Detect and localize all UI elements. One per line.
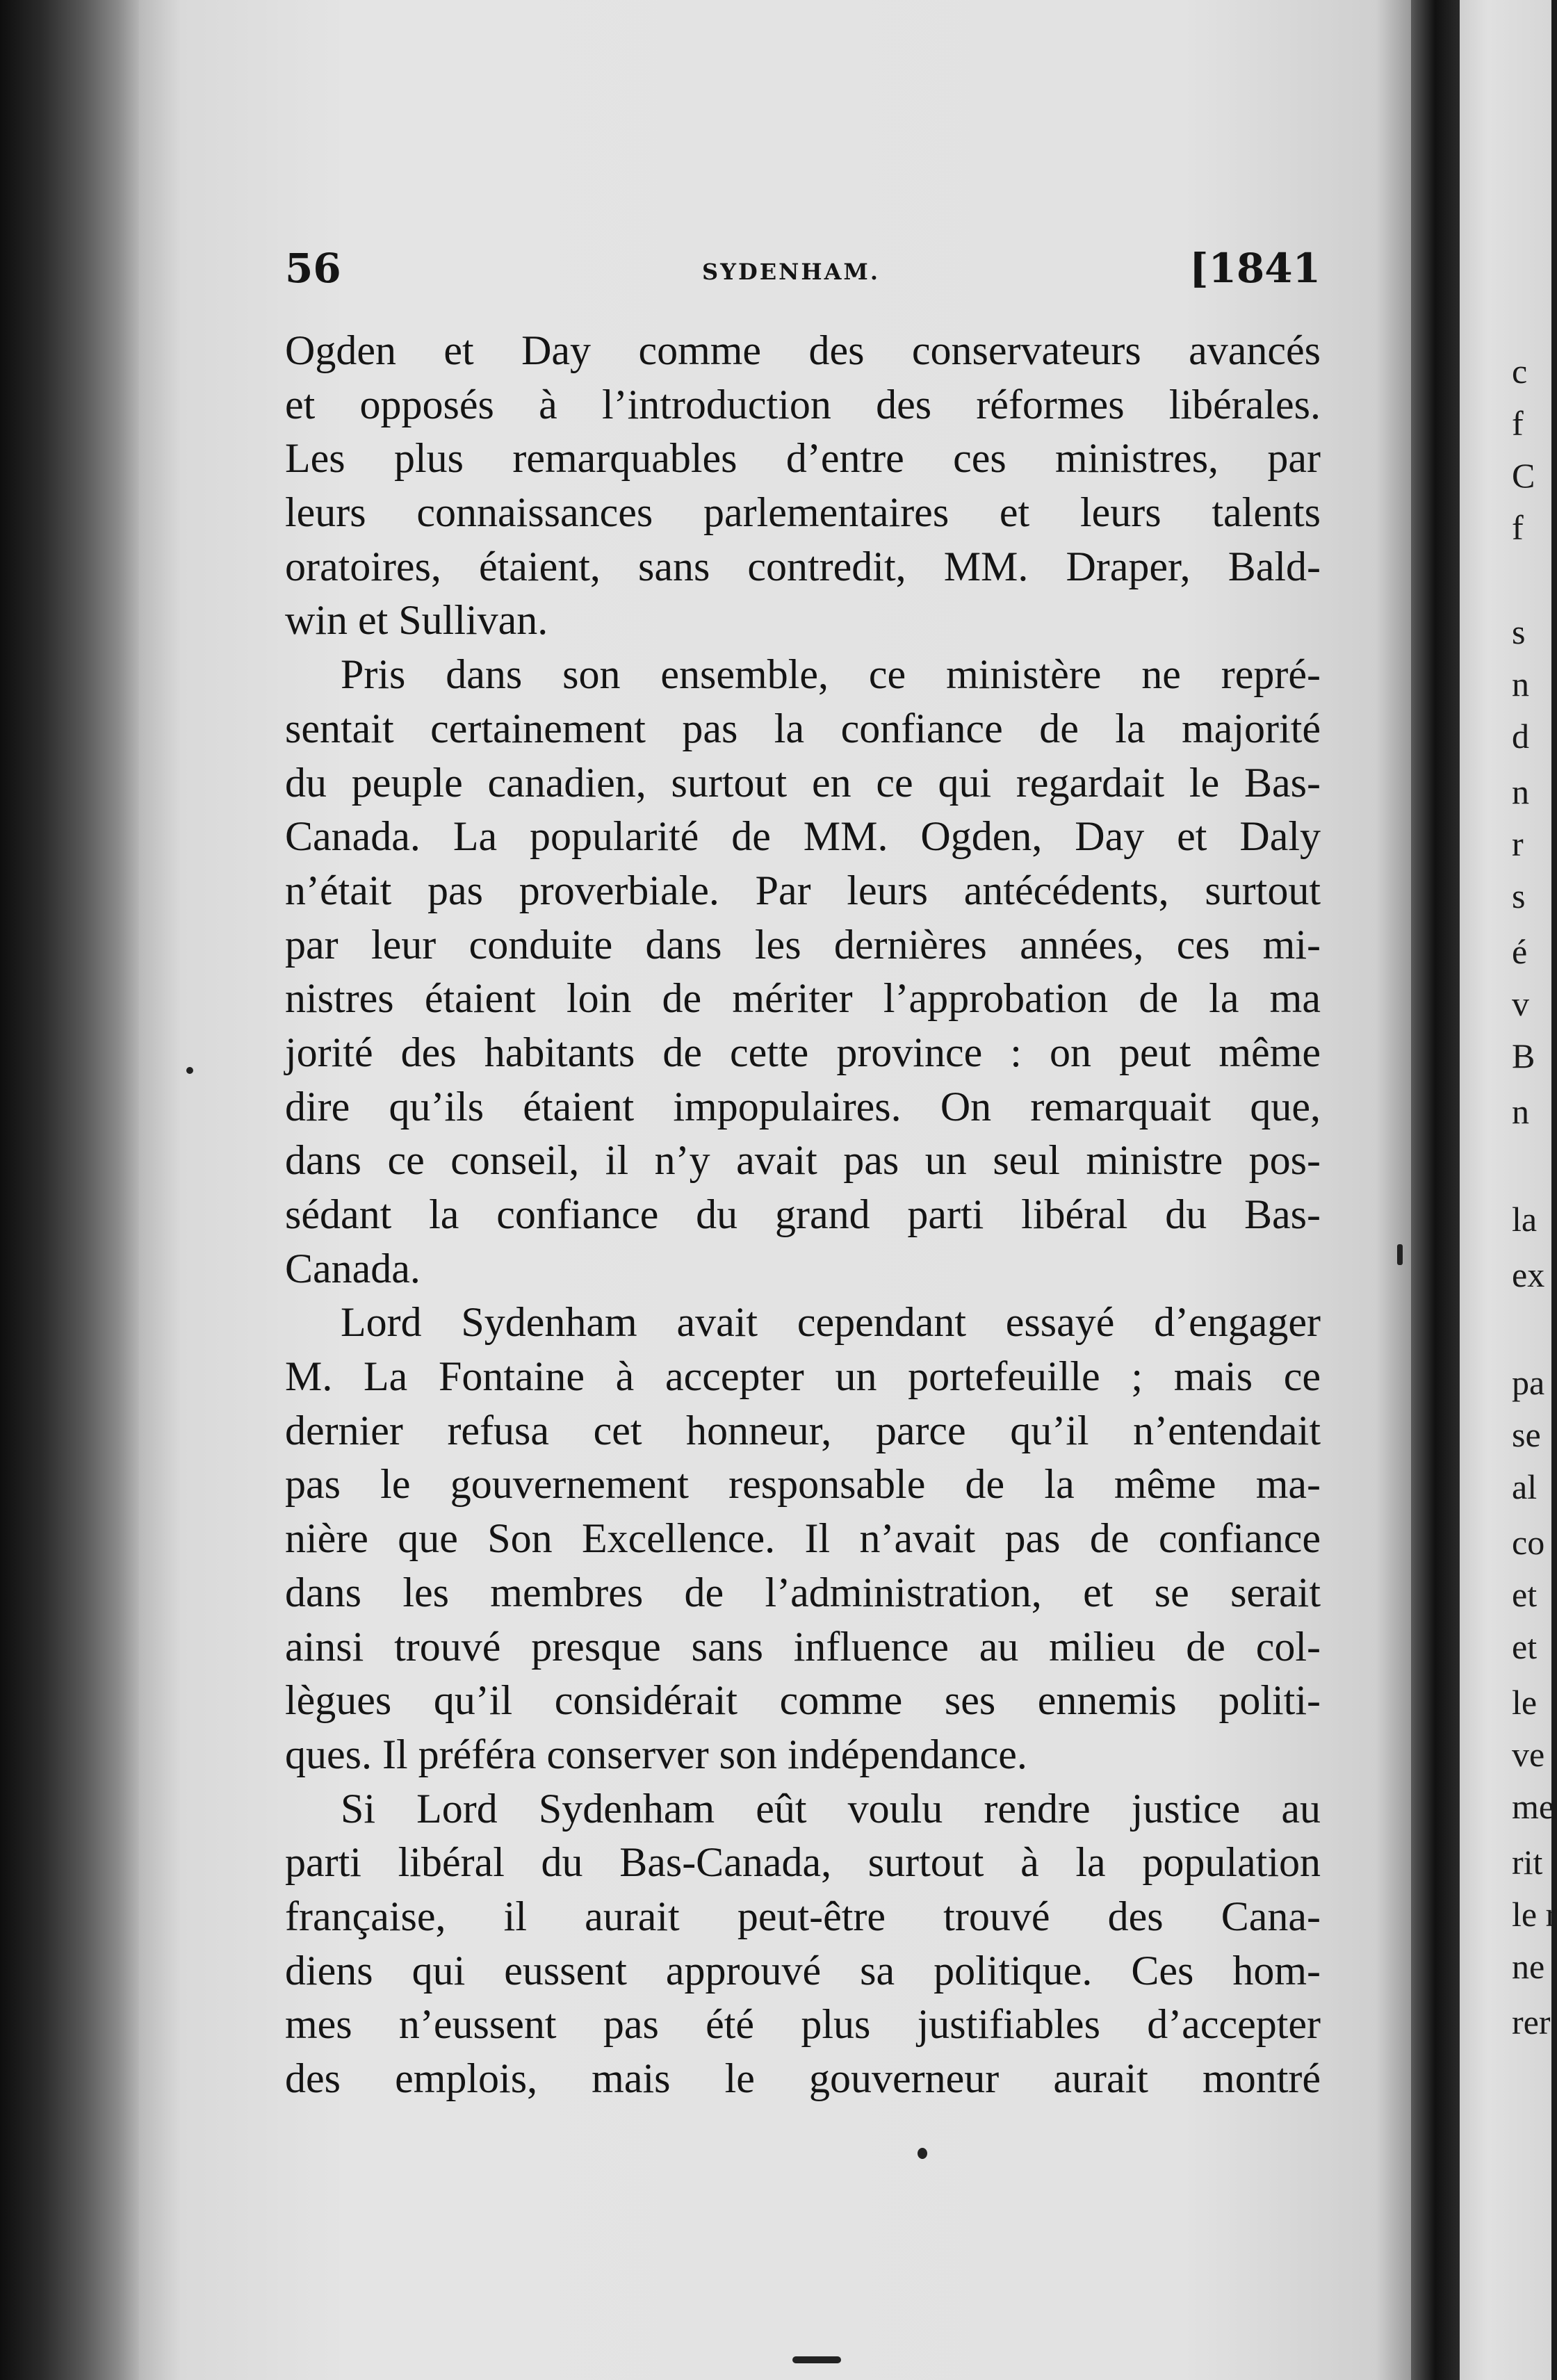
next-page-fragment: f xyxy=(1512,508,1524,547)
body-text xyxy=(285,324,1321,2106)
text-line: pas le gouvernement responsable de la même ma- xyxy=(285,1461,1321,1508)
next-page-fragment: d xyxy=(1512,717,1529,756)
next-page-fragment: co xyxy=(1512,1523,1545,1562)
text-line: Canada. xyxy=(285,1245,421,1291)
book-spine-shadow xyxy=(0,0,139,2380)
text-line: Lord Sydenham avait cependant essayé d’engager xyxy=(341,1299,1321,1346)
next-page-fragment: f xyxy=(1512,404,1524,443)
text-line: sentait certainement pas la confiance de la majorité xyxy=(285,705,1321,751)
adjacent-page-edge xyxy=(1460,0,1557,2380)
next-page-fragment: se xyxy=(1512,1415,1541,1454)
text-line: dans les membres de l’administration, et se serait xyxy=(285,1569,1321,1615)
text-line: Les plus remarquables d’entre ces ministres, par xyxy=(285,435,1321,482)
text-line: dernier refusa cet honneur, parce qu’il n’entendait xyxy=(285,1407,1321,1453)
next-page-fragment: rer xyxy=(1512,2003,1551,2041)
text-line: nistres étaient loin de mériter l’approbation de la ma xyxy=(285,975,1321,1022)
header-year: [1841 xyxy=(1189,245,1321,292)
next-page-fragment: B xyxy=(1512,1036,1535,1075)
next-page-fragment: C xyxy=(1512,456,1535,495)
text-line: leurs connaissances parlementaires et leurs talents xyxy=(285,489,1321,536)
text-line: ainsi trouvé presque sans influence au milieu de col- xyxy=(285,1623,1321,1670)
scan-speck xyxy=(186,1067,193,1074)
text-line: oratoires, étaient, sans contredit, MM. Draper, Bald- xyxy=(285,543,1321,589)
text-line: Si Lord Sydenham eût voulu rendre justice au xyxy=(341,1785,1321,1832)
next-page-fragment: ve xyxy=(1512,1735,1545,1774)
page-gutter xyxy=(1411,0,1460,2380)
next-page-fragment: al xyxy=(1512,1467,1538,1506)
text-line: Canada. La popularité de MM. Ogden, Day et Daly xyxy=(285,813,1321,860)
next-page-fragment: me xyxy=(1512,1787,1555,1826)
paragraph xyxy=(285,324,1321,648)
next-page-fragment: r xyxy=(1512,824,1524,863)
next-page-fragment: rit xyxy=(1512,1843,1543,1882)
text-line: Ogden et Day comme des conservateurs avancés xyxy=(285,327,1321,373)
text-line: dans ce conseil, il n’y avait pas un seul ministre pos- xyxy=(285,1137,1321,1184)
paragraph xyxy=(285,1782,1321,2106)
next-page-fragment: la xyxy=(1512,1200,1538,1239)
next-page-fragment: n xyxy=(1512,1092,1529,1131)
text-line: n’était pas proverbiale. Par leurs antécédents, surtout xyxy=(285,867,1321,913)
text-line: du peuple canadien, surtout en ce qui regardait le Bas- xyxy=(285,759,1321,806)
next-page-fragment: le r xyxy=(1512,1895,1557,1934)
next-page-fragment: n xyxy=(1512,665,1529,703)
scan-speck xyxy=(918,2148,927,2159)
next-page-fragment: é xyxy=(1512,932,1528,971)
text-line: M. La Fontaine à accepter un portefeuille ; mais ce xyxy=(285,1353,1321,1400)
text-line: française, il aurait peut-être trouvé des Cana- xyxy=(285,1893,1321,1939)
text-line: parti libéral du Bas-Canada, surtout à la population xyxy=(285,1839,1321,1886)
text-line: nière que Son Excellence. Il n’avait pas de confiance xyxy=(285,1515,1321,1562)
text-line: Pris dans son ensemble, ce ministère ne repré- xyxy=(341,651,1321,698)
text-line: jorité des habitants de cette province : on peut même xyxy=(285,1029,1321,1075)
scan-speck xyxy=(792,2356,841,2363)
text-line: par leur conduite dans les dernières années, ces mi- xyxy=(285,921,1321,968)
next-page-fragment: n xyxy=(1512,772,1529,811)
text-line: des emplois, mais le gouverneur aurait montré xyxy=(285,2055,1321,2101)
text-line: et opposés à l’introduction des réformes libérales. xyxy=(285,381,1321,427)
scan-speck xyxy=(1397,1244,1403,1265)
next-page-fragment: c xyxy=(1512,352,1528,391)
text-line: ques. Il préféra conserver son indépendance. xyxy=(285,1731,1027,1777)
next-page-fragment: et xyxy=(1512,1575,1538,1614)
next-page-fragment: v xyxy=(1512,984,1529,1023)
next-page-fragment: s xyxy=(1512,612,1526,651)
next-page-fragment: et xyxy=(1512,1627,1538,1666)
running-title: SYDENHAM. xyxy=(702,259,880,285)
text-line: dire qu’ils étaient impopulaires. On remarquait que, xyxy=(285,1083,1321,1130)
next-page-fragment: s xyxy=(1512,877,1526,915)
page-number: 56 xyxy=(285,245,341,292)
text-line: sédant la confiance du grand parti libéral du Bas- xyxy=(285,1191,1321,1237)
paragraph xyxy=(285,648,1321,1296)
next-page-fragment: ex xyxy=(1512,1255,1545,1294)
running-head xyxy=(285,245,1321,293)
text-line: lègues qu’il considérait comme ses ennemis politi- xyxy=(285,1677,1321,1724)
next-page-fragment: ne xyxy=(1512,1947,1545,1986)
paragraph xyxy=(285,1296,1321,1782)
next-page-fragment: pa xyxy=(1512,1363,1545,1402)
text-line: diens qui eussent approuvé sa politique. Ces hom- xyxy=(285,1947,1321,1994)
text-line: win et Sullivan. xyxy=(285,597,548,644)
next-page-fragment: le xyxy=(1512,1683,1538,1722)
text-line: mes n’eussent pas été plus justifiables d’accepter xyxy=(285,2001,1321,2048)
